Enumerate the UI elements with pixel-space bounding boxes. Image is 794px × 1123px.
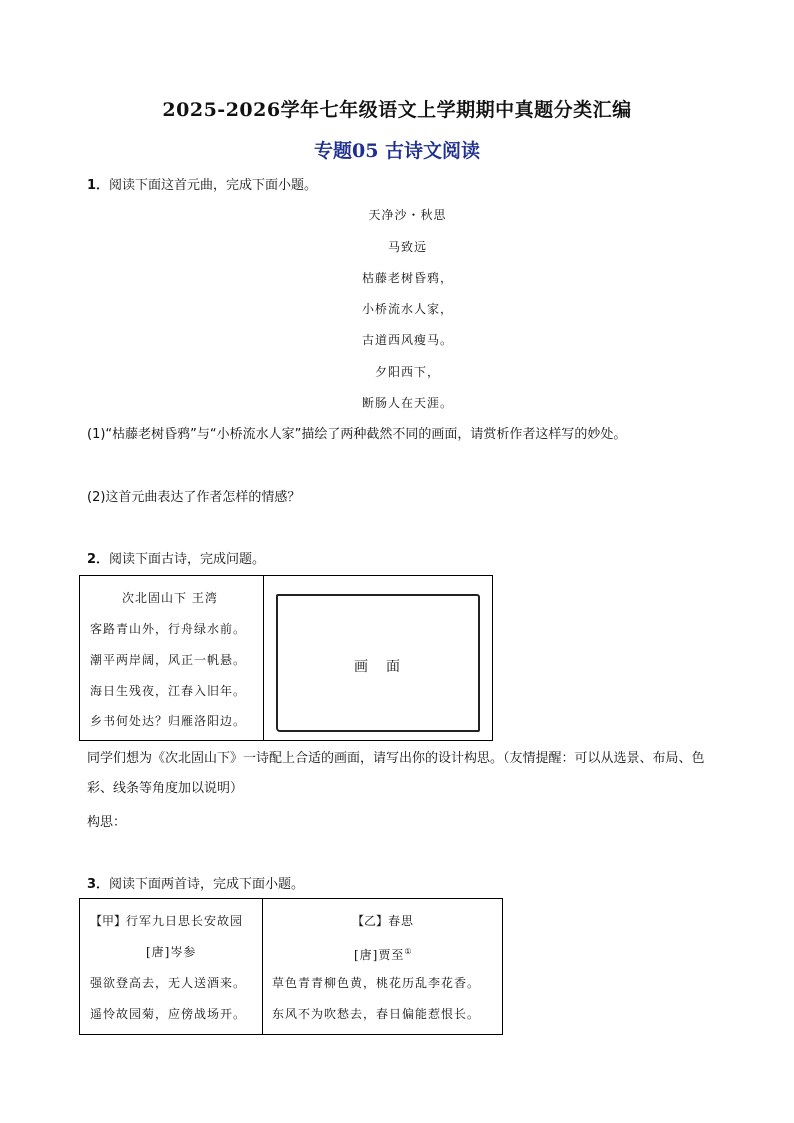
poem-line: 遥怜故园菊，应傍战场开。 — [90, 1007, 247, 1021]
design-instruction: 同学们想为《次北固山下》一诗配上合适的画面，请写出你的设计构思。（友情提醒：可以从选景、布局、色彩、线条等角度加以说明） — [87, 751, 705, 796]
poem-b-tag: 【乙】 — [352, 914, 389, 928]
poem-line: 断肠人在天涯。 — [361, 396, 453, 410]
poem-a-tag: 【甲】 — [90, 914, 127, 928]
picture-frame — [276, 594, 480, 732]
question-number: 3． — [87, 877, 110, 892]
question-prompt: 阅读下面古诗，完成问题。 — [109, 552, 266, 567]
page-title: 2025-2026学年七年级语文上学期期中真题分类汇编 — [162, 99, 632, 121]
question-3-heading — [87, 876, 304, 894]
page-subtitle: 专题05 古诗文阅读 — [313, 140, 481, 162]
question-number: 2． — [87, 552, 110, 567]
poem-title: 天净沙・秋思 — [368, 208, 447, 222]
poem-picture-table — [79, 575, 493, 741]
footnote-marker: ① — [404, 947, 413, 956]
poem-line: 小桥流水人家， — [361, 302, 453, 316]
poem-line: 客路青山外，行舟绿水前。 — [90, 622, 247, 636]
sub-question-1: (1)“枯藤老树昏鸦”与“小桥流水人家”描绘了两种截然不同的画面，请赏析作者这样写的妙处。 — [87, 427, 627, 442]
question-1-heading — [87, 177, 317, 195]
poem-a-author: [唐]岑参 — [146, 945, 197, 959]
poem-a-heading — [90, 913, 243, 929]
poem-line: 草色青青柳色黄，桃花历乱李花香。 — [272, 976, 481, 990]
poem-line: 古道西风瘦马。 — [361, 333, 453, 347]
poem-b-heading — [352, 913, 414, 929]
poem-author: 马致远 — [387, 240, 427, 254]
poem-line: 强欲登高去，无人送酒来。 — [90, 976, 247, 990]
question-prompt: 阅读下面这首元曲，完成下面小题。 — [109, 178, 318, 193]
poem-line: 东风不为吹愁去，春日偏能惹恨长。 — [272, 1007, 481, 1021]
question-prompt: 阅读下面两首诗，完成下面小题。 — [109, 877, 305, 892]
question-number: 1． — [87, 178, 110, 193]
poem-line: 海日生残夜，江春入旧年。 — [90, 684, 247, 698]
picture-label: 画 面 — [354, 659, 402, 675]
table-divider — [262, 899, 263, 1034]
poem-line: 潮平两岸阔，风正一帆悬。 — [90, 653, 247, 667]
sub-question-2: (2)这首元曲表达了作者怎样的情感？ — [87, 490, 301, 505]
table-divider — [263, 576, 264, 740]
poem-b-author-line — [354, 944, 413, 963]
question-2-heading — [87, 551, 265, 569]
poem-b-author: [唐]贾至 — [354, 948, 405, 962]
poem-b-title: 春思 — [388, 914, 415, 928]
poem-line: 夕阳西下， — [374, 365, 440, 379]
poem-line: 枯藤老树昏鸦， — [361, 271, 453, 285]
two-poems-table — [79, 898, 503, 1035]
poem-title: 次北固山下 王湾 — [122, 591, 218, 605]
answer-label: 构思： — [87, 815, 127, 830]
poem-line: 乡书何处达？归雁洛阳边。 — [90, 714, 247, 728]
poem-a-title: 行军九日思长安故园 — [126, 914, 244, 928]
